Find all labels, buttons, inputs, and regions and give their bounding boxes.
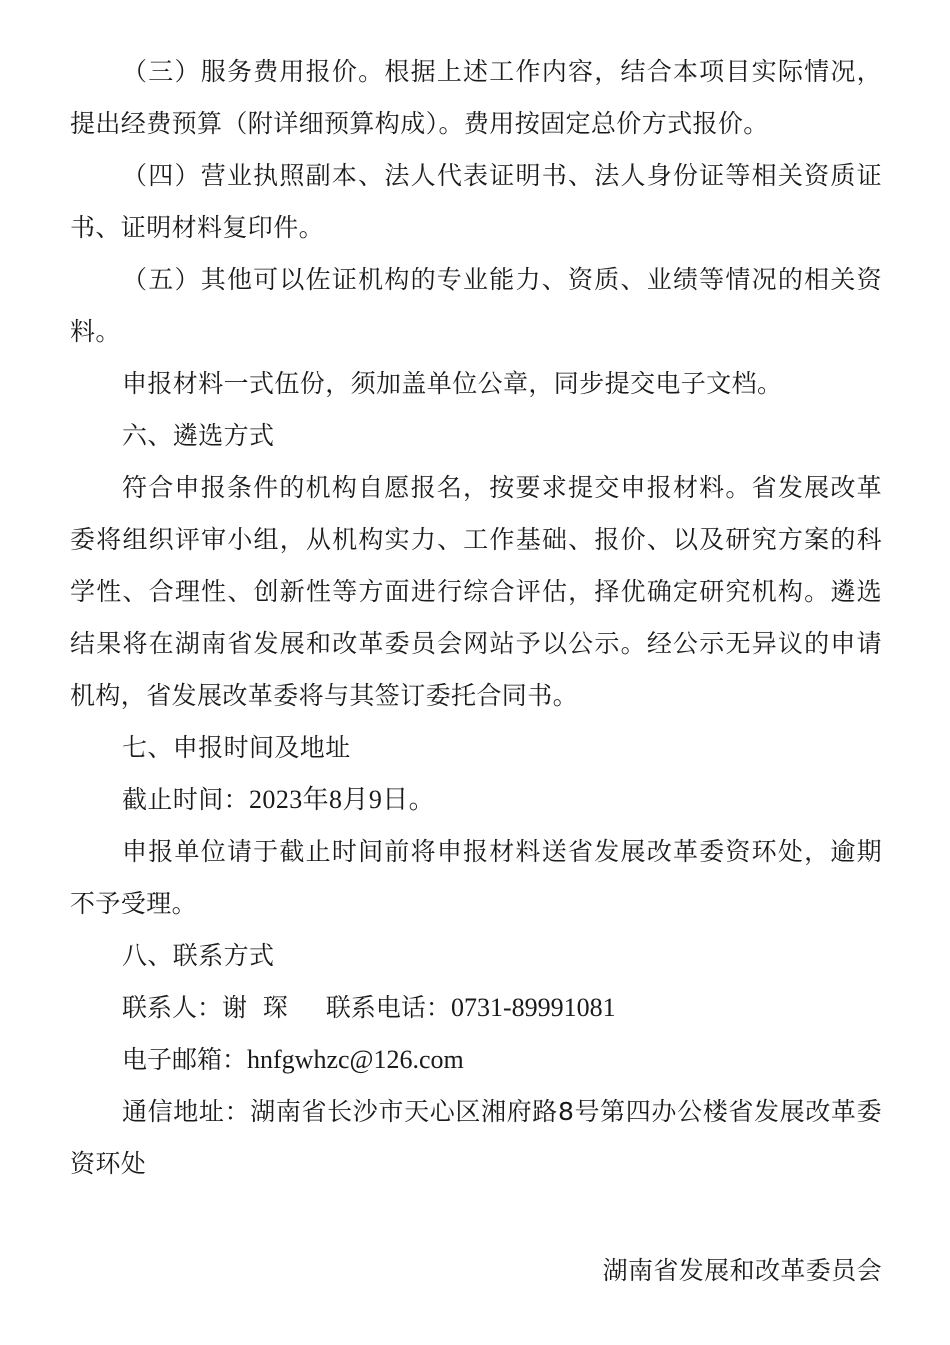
document-body <box>70 46 882 1190</box>
paragraph-selection-method: 符合申报条件的机构自愿报名，按要求提交申报材料。省发展改革委将组织评审小组，从机构实力、工作基础、报价、以及研究方案的科学性、合理性、创新性等方面进行综合评估，择优确定研究机构。遴选结果将在湖南省发展和改革委员会网站予以公示。经公示无异议的申请机构，省发展改革委将与其签订委托合同书。 <box>70 473 882 710</box>
contact-phone-label: 联系电话： <box>325 993 451 1022</box>
contact-line <box>70 982 882 1034</box>
email-line <box>70 1034 882 1086</box>
contact-person-label: 联系人： <box>122 993 223 1022</box>
paragraph-business-license: （四）营业执照副本、法人代表证明书、法人身份证等相关资质证书、证明材料复印件。 <box>70 161 882 242</box>
paragraph-submission: 申报单位请于截止时间前将申报材料送省发展改革委资环处，逾期不予受理。 <box>70 837 882 918</box>
address-label: 通信地址： <box>122 1097 251 1126</box>
signature-organization: 湖南省发展和改革委员会 <box>602 1256 882 1285</box>
deadline-label: 截止时间： <box>122 785 250 814</box>
section-heading-selection: 六、遴选方式 <box>122 421 275 450</box>
paragraph-other-materials: （五）其他可以佐证机构的专业能力、资质、业绩等情况的相关资料。 <box>70 265 882 346</box>
section-heading-deadline: 七、申报时间及地址 <box>122 733 351 762</box>
contact-phone-value: 0731-89991081 <box>450 993 616 1022</box>
email-value[interactable]: hnfgwhzc@126.com <box>247 1045 464 1074</box>
paragraph-service-fee: （三）服务费用报价。根据上述工作内容，结合本项目实际情况，提出经费预算（附详细预算构成）。费用按固定总价方式报价。 <box>70 57 882 138</box>
paragraph-copies: 申报材料一式伍份，须加盖单位公章，同步提交电子文档。 <box>122 369 783 398</box>
address-line <box>70 1086 882 1190</box>
email-label: 电子邮箱： <box>122 1045 248 1074</box>
deadline-value: 2023年8月9日。 <box>249 785 436 814</box>
section-heading-contact: 八、联系方式 <box>122 941 275 970</box>
contact-person-value: 谢 琛 <box>222 993 288 1022</box>
address-value: 湖南省长沙市天心区湘府路8号第四办公楼省发展改革委资环处 <box>70 1097 882 1178</box>
paragraph-deadline <box>70 774 882 826</box>
